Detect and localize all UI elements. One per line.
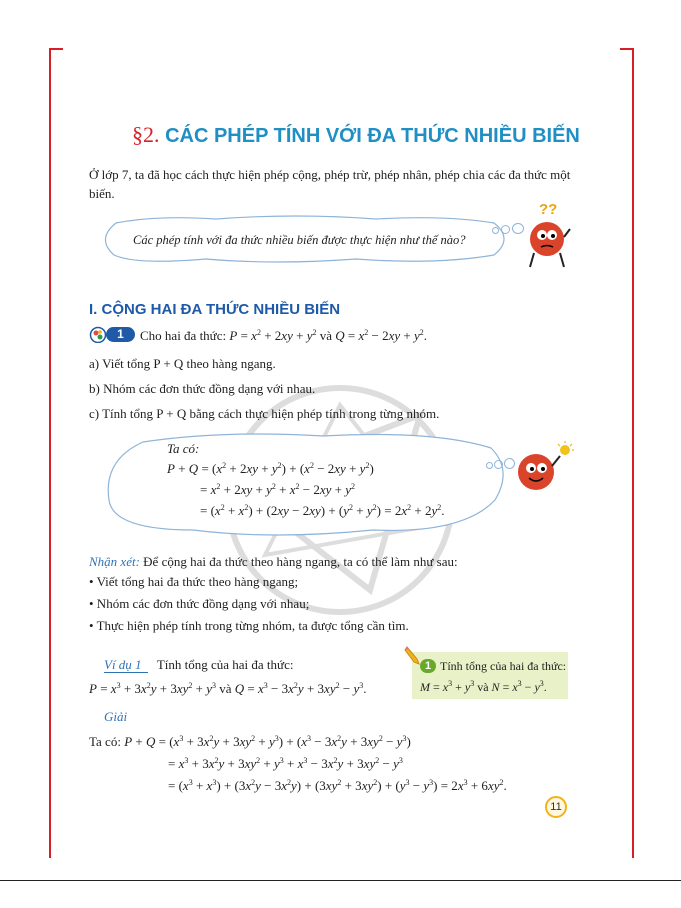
activity-part-b: b) Nhóm các đơn thức đồng dạng với nhau.: [89, 381, 316, 396]
frame-left-tick: [49, 48, 63, 50]
frame-right-tick: [620, 48, 634, 50]
activity-number: 1: [106, 327, 135, 342]
page-number: [545, 796, 567, 818]
solution-line-2: = $x^2 + 2xy + y^2 + x^2 - 2xy + y^2$: [200, 482, 356, 497]
practice-polynomials: $M = x^3 + y^3$ và $N = x^3 - y^3$.: [420, 679, 547, 694]
section-sign: §2.: [132, 122, 160, 147]
activity-intro: Cho hai đa thức:: [140, 328, 227, 343]
solution-line-1: $P + Q = (x^2 + 2xy + y^2) + (x^2 - 2xy + y^2)$: [167, 461, 374, 476]
frame-right-line: [632, 48, 634, 858]
solution-intro: Ta có:: [167, 441, 200, 456]
example-solution-line-3: = $(x^3 + x^3) + (3x^2y - 3x^2y) + (3xy^2 + 3xy^2) + (y^3 - y^3) = 2x^3 + 6xy^2$.: [168, 778, 507, 793]
example-polynomials: $P = x^3 + 3x^2y + 3xy^2 + y^3$ và $Q = x^3 - 3x^2y + 3xy^2 - y^3$.: [89, 681, 367, 696]
question-cloud-text: Các phép tính với đa thức nhiều biến được thực hiện như thế nào?: [133, 233, 466, 247]
bottom-rule: [0, 880, 681, 881]
mascot-thinking: [524, 215, 574, 273]
frame-left-line: [49, 48, 51, 858]
example-header: [104, 657, 293, 673]
remark-line: [89, 554, 458, 570]
question-marks: ??: [539, 201, 558, 218]
example-label: Ví dụ 1: [104, 657, 148, 673]
activity-part-c: c) Tính tổng P + Q bằng cách thực hiện phép tính trong từng nhóm.: [89, 406, 440, 421]
remark-bullet-3: • Thực hiện phép tính trong từng nhóm, ta được tổng cần tìm.: [89, 618, 409, 633]
remark-text: Để cộng hai đa thức theo hàng ngang, ta có thể làm như sau:: [143, 554, 458, 569]
activity-part-a: a) Viết tổng P + Q theo hàng ngang.: [89, 356, 276, 371]
remark-label: Nhận xét:: [89, 554, 140, 569]
mascot-idea: [512, 440, 578, 502]
page-title: [132, 122, 580, 148]
section-heading: I. CỘNG HAI ĐA THỨC NHIỀU BIẾN: [89, 301, 341, 318]
activity-badge: [89, 326, 137, 343]
remark-bullet-1: • Viết tổng hai đa thức theo hàng ngang;: [89, 574, 299, 589]
solution-label: Giải: [104, 709, 128, 724]
activity-statement: Cho hai đa thức: $P = x^2 + 2xy + y^2$ và $Q = x^2 - 2xy + y^2$.: [140, 328, 428, 343]
solution-line-3: = $(x^2 + x^2) + (2xy - 2xy) + (y^2 + y^2) = 2x^2 + 2y^2$.: [200, 503, 445, 518]
example-text: Tính tổng của hai đa thức:: [156, 657, 294, 672]
practice-text: Tính tổng của hai đa thức:: [440, 659, 567, 673]
example-solution-line-1: Ta có: $P + Q = (x^3 + 3x^2y + 3xy^2 + y^3) + (x^3 - 3x^2y + 3xy^2 - y^3)$: [89, 734, 411, 749]
intro-paragraph: Ở lớp 7, ta đã học cách thực hiện phép cộng, phép trừ, phép nhân, phép chia các đa thức một biến.: [89, 167, 571, 201]
remark-bullet-2: • Nhóm các đơn thức đồng dạng với nhau;: [89, 596, 310, 611]
title-text: CÁC PHÉP TÍNH VỚI ĐA THỨC NHIỀU BIẾN: [165, 125, 580, 147]
pencil-icon: [404, 644, 422, 666]
practice-number-badge: 1: [420, 659, 436, 673]
page-number-text: 11: [550, 801, 562, 813]
example-solution-line-2: = $x^3 + 3x^2y + 3xy^2 + y^3 + x^3 - 3x^2y + 3xy^2 - y^3$: [168, 756, 403, 771]
example-solution-intro: Ta có:: [89, 734, 121, 749]
